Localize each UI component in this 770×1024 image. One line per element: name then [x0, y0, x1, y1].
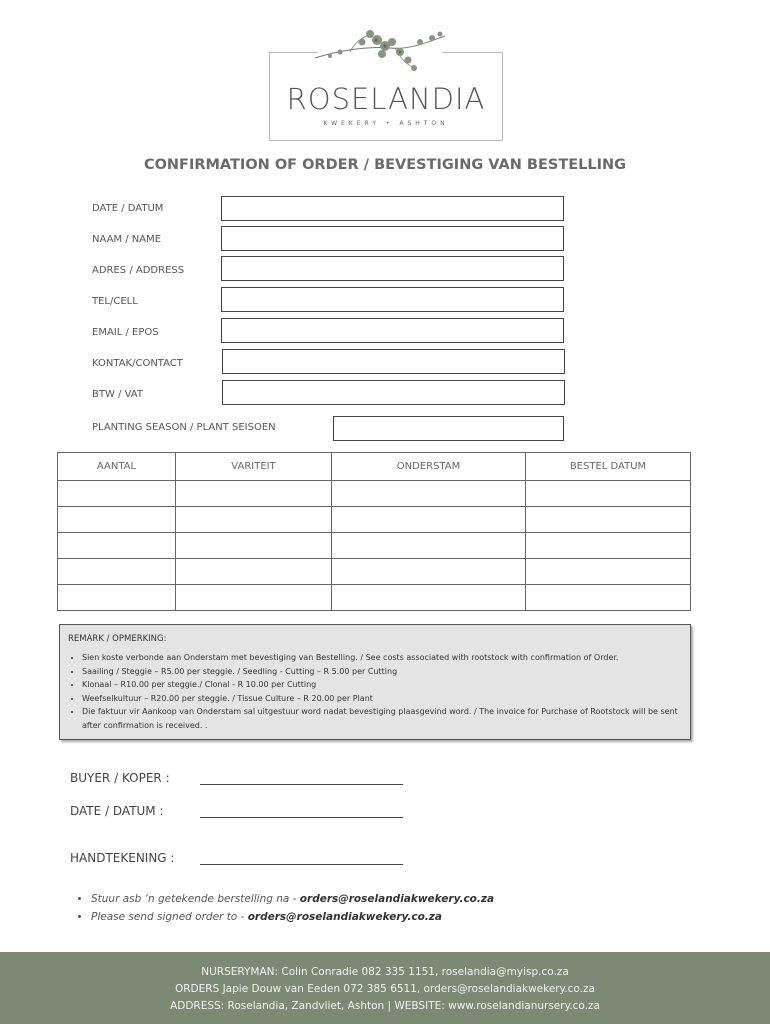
- table-row: [58, 507, 691, 533]
- table-cell[interactable]: [526, 533, 691, 559]
- table-cell[interactable]: [526, 585, 691, 611]
- email-field[interactable]: [221, 318, 564, 343]
- instruction-item: [91, 890, 494, 908]
- table-cell[interactable]: [526, 481, 691, 507]
- vat-field[interactable]: [222, 380, 565, 405]
- logo-name: ROSELANDIA: [286, 82, 486, 116]
- footer: [0, 952, 770, 1024]
- page-title: CONFIRMATION OF ORDER / BEVESTIGING VAN BESTELLING: [143, 157, 627, 173]
- footer-nurseryman: NURSERYMAN: Colin Conradie 082 335 1151, roselandia@myisp.co.za: [201, 966, 569, 978]
- contact-field[interactable]: [222, 349, 565, 374]
- table-row: [58, 585, 691, 611]
- remark-item: • Weefselkultuur – R20.00 per steggie. / Tissue Culture – R 20.00 per Plant: [82, 692, 687, 706]
- address-label: ADRES / ADDRESS: [92, 265, 185, 276]
- remark-box: [59, 624, 691, 740]
- table-cell[interactable]: [176, 481, 332, 507]
- instruction-text: Stuur asb ‘n getekende berstelling na -: [91, 893, 300, 905]
- table-row: [58, 559, 691, 585]
- logo-subtitle: KWEKERY • ASHTON: [323, 120, 449, 127]
- contact-label: KONTAK/CONTACT: [92, 358, 183, 369]
- table-cell[interactable]: [526, 507, 691, 533]
- table-cell[interactable]: [176, 533, 332, 559]
- table-cell[interactable]: [58, 533, 176, 559]
- planting-season-field[interactable]: [333, 416, 564, 441]
- signature-date-label: DATE / DATUM :: [70, 804, 164, 818]
- buyer-line[interactable]: [200, 770, 403, 785]
- signature-date-line[interactable]: [200, 803, 403, 818]
- name-label: NAAM / NAME: [92, 234, 162, 245]
- remark-item: • Die faktuur vir Aankoop van Onderstam sal uitgestuur word nadat bevestiging plaasgevind word. / The invoice for Purchase of Rootstock will be sent after confirmation is received. .: [82, 705, 687, 732]
- orders-email-link[interactable]: orders@roselandiakwekery.co.za: [299, 893, 495, 905]
- table-cell[interactable]: [332, 559, 526, 585]
- tel-label: TEL/CELL: [92, 296, 138, 307]
- date-field[interactable]: [221, 196, 564, 221]
- orders-email-link[interactable]: orders@roselandiakwekery.co.za: [247, 911, 442, 923]
- vat-label: BTW / VAT: [92, 389, 143, 400]
- table-cell[interactable]: [176, 559, 332, 585]
- remark-item: • Klonaal – R10.00 per steggie./ Clonal - R 10.00 per Cutting: [82, 678, 687, 692]
- date-label: DATE / DATUM: [92, 203, 164, 214]
- flower-branch-icon: [310, 28, 450, 78]
- column-header-onderstam: ONDERSTAM: [332, 453, 526, 481]
- table-cell[interactable]: [332, 585, 526, 611]
- remark-list: [64, 651, 687, 733]
- signature-label: HANDTEKENING :: [70, 851, 175, 865]
- buyer-label: BUYER / KOPER :: [70, 771, 170, 785]
- table-cell[interactable]: [58, 481, 176, 507]
- footer-address: ADDRESS: Roselandia, Zandvliet, Ashton | WEBSITE: www.roselandianursery.co.za: [170, 1000, 600, 1012]
- name-field[interactable]: [221, 226, 564, 251]
- column-header-variteit: VARITEIT: [176, 453, 332, 481]
- table-row: [58, 533, 691, 559]
- table-cell[interactable]: [176, 507, 332, 533]
- table-cell[interactable]: [332, 533, 526, 559]
- table-cell[interactable]: [176, 585, 332, 611]
- remark-item: • Sien koste verbonde aan Onderstam met bevestiging van Bestelling. / See costs associated with rootstock with confirmation of Order.: [82, 651, 687, 665]
- table-cell[interactable]: [58, 559, 176, 585]
- table-cell[interactable]: [58, 585, 176, 611]
- order-table: [57, 452, 691, 611]
- column-header-aantal: AANTAL: [58, 453, 176, 481]
- planting-season-label: PLANTING SEASON / PLANT SEISOEN: [92, 422, 276, 433]
- column-header-bestel-datum: BESTEL DATUM: [526, 453, 691, 481]
- table-cell[interactable]: [526, 559, 691, 585]
- instruction-item: [91, 908, 494, 926]
- table-cell[interactable]: [332, 481, 526, 507]
- instructions-list: [80, 890, 494, 926]
- address-field[interactable]: [221, 256, 564, 281]
- remark-item: • Saailing / Steggie – R5.00 per steggie. / Seedling - Cutting – R 5.00 per Cutting: [82, 665, 687, 679]
- tel-field[interactable]: [221, 287, 564, 312]
- instruction-text: Please send signed order to -: [91, 911, 248, 923]
- table-row: [58, 481, 691, 507]
- table-cell[interactable]: [58, 507, 176, 533]
- remark-title: REMARK / OPMERKING:: [68, 634, 167, 644]
- signature-line[interactable]: [200, 850, 403, 865]
- footer-orders: ORDERS Japie Douw van Eeden 072 385 6511, orders@roselandiakwekery.co.za: [175, 983, 595, 995]
- email-label: EMAIL / EPOS: [92, 327, 159, 338]
- table-cell[interactable]: [332, 507, 526, 533]
